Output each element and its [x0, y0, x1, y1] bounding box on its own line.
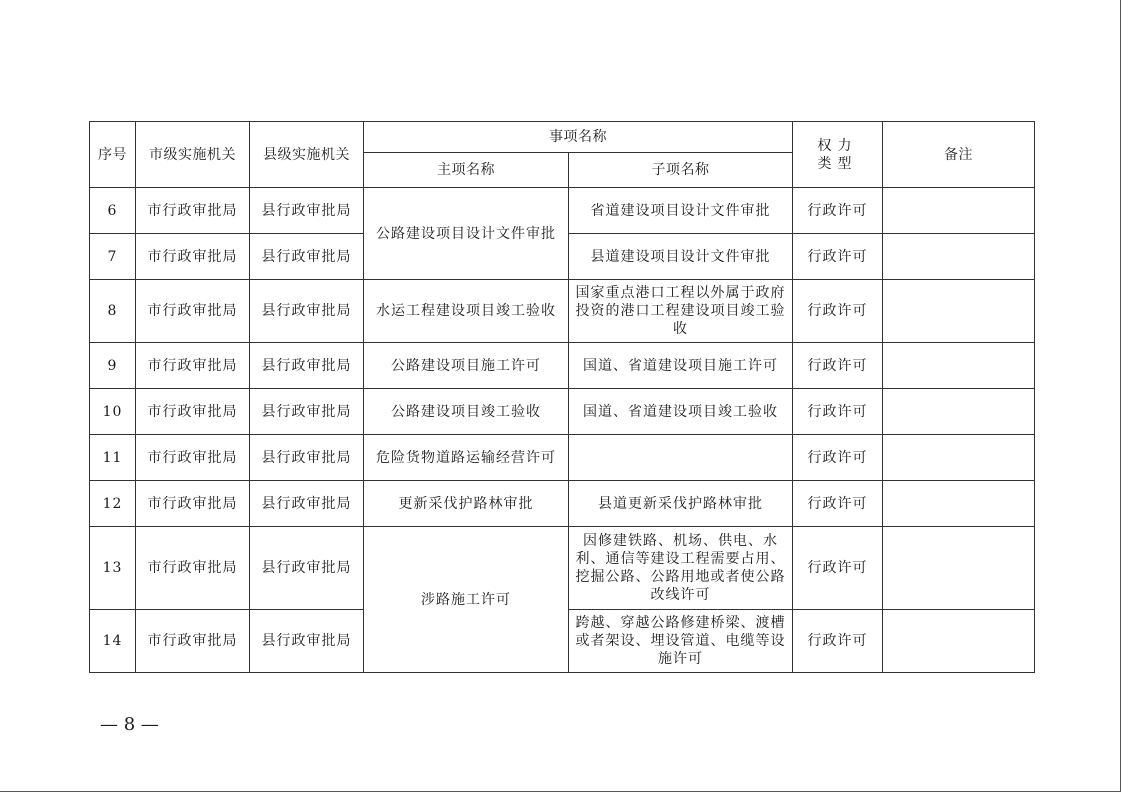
header-seq: 序号 — [90, 122, 136, 188]
cell-sub-item: 跨越、穿越公路修建桥梁、渡槽或者架设、埋设管道、电缆等设施许可 — [569, 610, 793, 673]
cell-main-item: 涉路施工许可 — [364, 527, 569, 673]
cell-sub-item: 国道、省道建设项目竣工验收 — [569, 389, 793, 435]
cell-county-agency: 县行政审批局 — [250, 188, 364, 234]
table-row — [90, 343, 1035, 389]
cell-main-item: 公路建设项目竣工验收 — [364, 389, 569, 435]
cell-county-agency: 县行政审批局 — [250, 280, 364, 343]
cell-city-agency: 市行政审批局 — [136, 280, 250, 343]
cell-seq: 13 — [90, 527, 136, 610]
cell-remark — [883, 610, 1035, 673]
cell-sub-item: 省道建设项目设计文件审批 — [569, 188, 793, 234]
cell-city-agency: 市行政审批局 — [136, 610, 250, 673]
cell-seq: 6 — [90, 188, 136, 234]
cell-sub-item: 国道、省道建设项目施工许可 — [569, 343, 793, 389]
cell-power-type: 行政许可 — [793, 234, 883, 280]
cell-city-agency: 市行政审批局 — [136, 188, 250, 234]
cell-sub-item: 县道建设项目设计文件审批 — [569, 234, 793, 280]
header-sub-item: 子项名称 — [569, 153, 793, 188]
page-number: — 8 — — [100, 714, 159, 735]
header-remark: 备注 — [883, 122, 1035, 188]
cell-power-type: 行政许可 — [793, 389, 883, 435]
cell-seq: 12 — [90, 481, 136, 527]
table-row — [90, 188, 1035, 234]
cell-remark — [883, 389, 1035, 435]
cell-power-type: 行政许可 — [793, 610, 883, 673]
cell-sub-item: 县道更新采伐护路林审批 — [569, 481, 793, 527]
cell-main-item: 公路建设项目设计文件审批 — [364, 188, 569, 280]
cell-power-type: 行政许可 — [793, 280, 883, 343]
header-city-agency: 市级实施机关 — [136, 122, 250, 188]
cell-power-type: 行政许可 — [793, 527, 883, 610]
cell-power-type: 行政许可 — [793, 343, 883, 389]
cell-city-agency: 市行政审批局 — [136, 343, 250, 389]
cell-power-type: 行政许可 — [793, 188, 883, 234]
cell-seq: 7 — [90, 234, 136, 280]
cell-city-agency: 市行政审批局 — [136, 389, 250, 435]
cell-remark — [883, 343, 1035, 389]
cell-seq: 8 — [90, 280, 136, 343]
cell-seq: 14 — [90, 610, 136, 673]
header-item-name: 事项名称 — [364, 122, 793, 153]
cell-remark — [883, 188, 1035, 234]
header-main-item: 主项名称 — [364, 153, 569, 188]
table-row — [90, 389, 1035, 435]
header-county-agency: 县级实施机关 — [250, 122, 364, 188]
cell-remark — [883, 280, 1035, 343]
header-power-type: 权力类型 — [793, 122, 883, 188]
cell-sub-item: 国家重点港口工程以外属于政府投资的港口工程建设项目竣工验收 — [569, 280, 793, 343]
cell-remark — [883, 435, 1035, 481]
cell-main-item: 危险货物道路运输经营许可 — [364, 435, 569, 481]
cell-sub-item: 因修建铁路、机场、供电、水利、通信等建设工程需要占用、挖掘公路、公路用地或者使公路改线许可 — [569, 527, 793, 610]
table-row — [90, 481, 1035, 527]
cell-sub-item — [569, 435, 793, 481]
cell-county-agency: 县行政审批局 — [250, 234, 364, 280]
cell-seq: 10 — [90, 389, 136, 435]
cell-power-type: 行政许可 — [793, 435, 883, 481]
cell-city-agency: 市行政审批局 — [136, 234, 250, 280]
cell-seq: 11 — [90, 435, 136, 481]
table-row — [90, 435, 1035, 481]
cell-county-agency: 县行政审批局 — [250, 435, 364, 481]
cell-main-item: 更新采伐护路林审批 — [364, 481, 569, 527]
cell-remark — [883, 234, 1035, 280]
cell-city-agency: 市行政审批局 — [136, 527, 250, 610]
cell-main-item: 水运工程建设项目竣工验收 — [364, 280, 569, 343]
table-row — [90, 527, 1035, 610]
cell-city-agency: 市行政审批局 — [136, 435, 250, 481]
cell-main-item: 公路建设项目施工许可 — [364, 343, 569, 389]
cell-county-agency: 县行政审批局 — [250, 343, 364, 389]
table-row — [90, 280, 1035, 343]
cell-seq: 9 — [90, 343, 136, 389]
cell-county-agency: 县行政审批局 — [250, 389, 364, 435]
cell-city-agency: 市行政审批局 — [136, 481, 250, 527]
cell-county-agency: 县行政审批局 — [250, 481, 364, 527]
cell-remark — [883, 527, 1035, 610]
cell-county-agency: 县行政审批局 — [250, 610, 364, 673]
cell-power-type: 行政许可 — [793, 481, 883, 527]
header-row-1 — [90, 122, 1035, 153]
permission-table — [89, 121, 1035, 673]
cell-remark — [883, 481, 1035, 527]
cell-county-agency: 县行政审批局 — [250, 527, 364, 610]
